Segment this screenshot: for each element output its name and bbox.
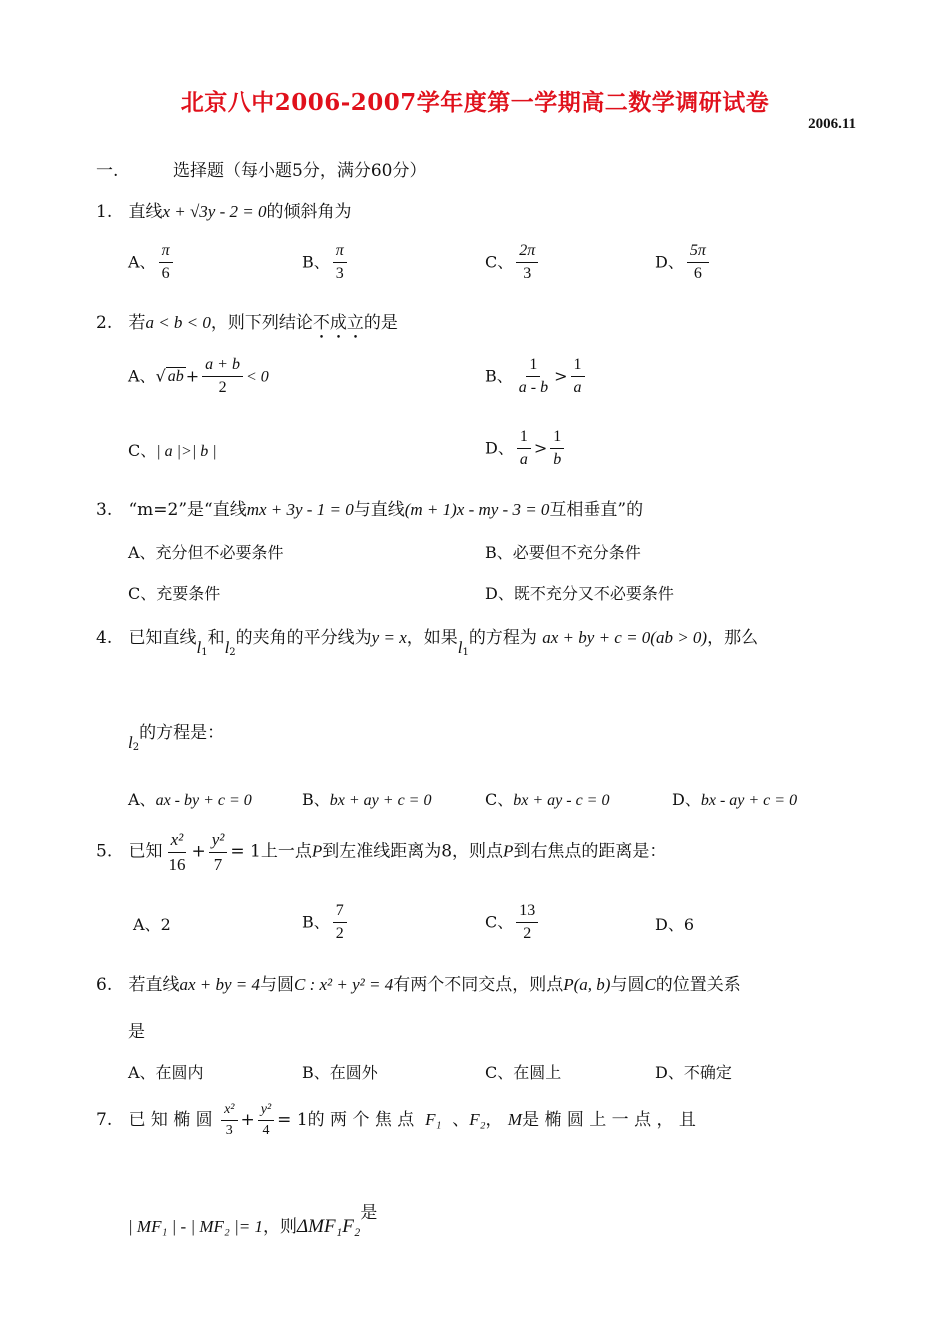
q6-continuation: 是 [128, 1022, 145, 1042]
q1-option-a: A、 $\frac{\pi}{6}$ [128, 242, 176, 284]
q1-number: 1. [96, 202, 113, 222]
q3-option-a: A、充分但不必要条件 [128, 543, 284, 562]
q6-option-a: A、在圆内 [128, 1063, 204, 1082]
q4-option-b: B、bx + ay + c = 0 [302, 790, 432, 809]
q3-option-c: C、充要条件 [128, 584, 221, 603]
question-6: 6. 若直线ax + by = 4与圆C : x² + y² = 4有两个不同交点，则点P(a, b)与圆C的位置关系 [96, 975, 741, 995]
q6-option-b: B、在圆外 [302, 1063, 378, 1082]
q3-option-b: B、必要但不充分条件 [485, 543, 641, 562]
section-number: 一. [96, 161, 119, 181]
q2-option-a: A、√ ab + $\frac{a + b}{2}$ < 0 [128, 356, 269, 397]
q5-option-b: B、 $\frac{7}{2}$ [302, 902, 350, 944]
q4-option-a: A、ax - by + c = 0 [128, 790, 252, 809]
q6-option-c: C、在圆上 [485, 1063, 562, 1082]
question-1 [96, 197, 351, 222]
q1-pre: 直线 [128, 202, 163, 222]
q2-option-c: C、| a |>| b | [128, 441, 217, 460]
q1-option-d: D、 $\frac{5\pi}{6}$ [655, 242, 712, 284]
page-title: 北京八中2006-2007学年度第一学期高二数学调研试卷 [180, 89, 770, 116]
q7-continuation: | MF₁ | - | MF₂ |= 1，则ΔMF₁F₂是 [128, 1203, 378, 1237]
q3-option-d: D、既不充分又不必要条件 [485, 584, 674, 603]
q2-option-b: B、 $\frac{1}{a - b}$ > $\frac{1}{a}$ [485, 356, 588, 398]
exam-date: 2006.11 [808, 116, 856, 132]
section-label: 选择题（每小题5分，满分60分） [173, 161, 427, 181]
question-3: 3. “m=2”是“直线mx + 3y - 1 = 0与直线(m + 1)x - my - 3 = 0互相垂直”的 [96, 500, 644, 520]
q2-option-d: D、 $\frac{1}{a}$ > $\frac{1}{b}$ [485, 428, 567, 470]
question-5: 5. 已知 $\frac{\text{x²}}{16}$ + $\frac{\text{y²}}{7}$ = 1上一点P到左准线距离为8，则点P到右焦点的距离是： [96, 830, 667, 874]
question-2: 2. 若a < b < 0，则下列结论不成立的是 [96, 313, 398, 333]
q5-option-c: C、 $\frac{13}{2}$ [485, 902, 541, 944]
q1-post: 的倾斜角为 [266, 202, 352, 222]
q1-option-c: C、 $\frac{2\pi}{3}$ [485, 242, 541, 284]
question-7: 7. 已 知 椭 圆 $\frac{\text{x²}}{3}$ + $\frac{\text{y²}}{4}$ = 1的 两 个 焦 点 F₁ 、F₂， M是 椭 圆 上 一 点 ， 且 [96, 1102, 696, 1139]
q5-option-a: A、2 [133, 915, 171, 934]
question-4: 4. 已知直线$l_1$和$l_2$的夹角的平分线为y = x，如果$l_1$的方程为 ax + by + c = 0(ab > 0)，那么 [96, 628, 759, 659]
q4-option-d: D、bx - ay + c = 0 [672, 790, 798, 809]
q6-option-d: D、不确定 [655, 1063, 732, 1082]
q5-option-d: D、6 [655, 915, 695, 934]
q2-emphasis: 不成立 [312, 313, 364, 333]
q1-option-b: B、 $\frac{\pi}{3}$ [302, 242, 350, 284]
q1-expr: x + √3y - 2 = 0 [162, 202, 267, 221]
q4-option-c: C、bx + ay - c = 0 [485, 790, 610, 809]
q4-continuation: $l_2$的方程是： [128, 723, 225, 754]
